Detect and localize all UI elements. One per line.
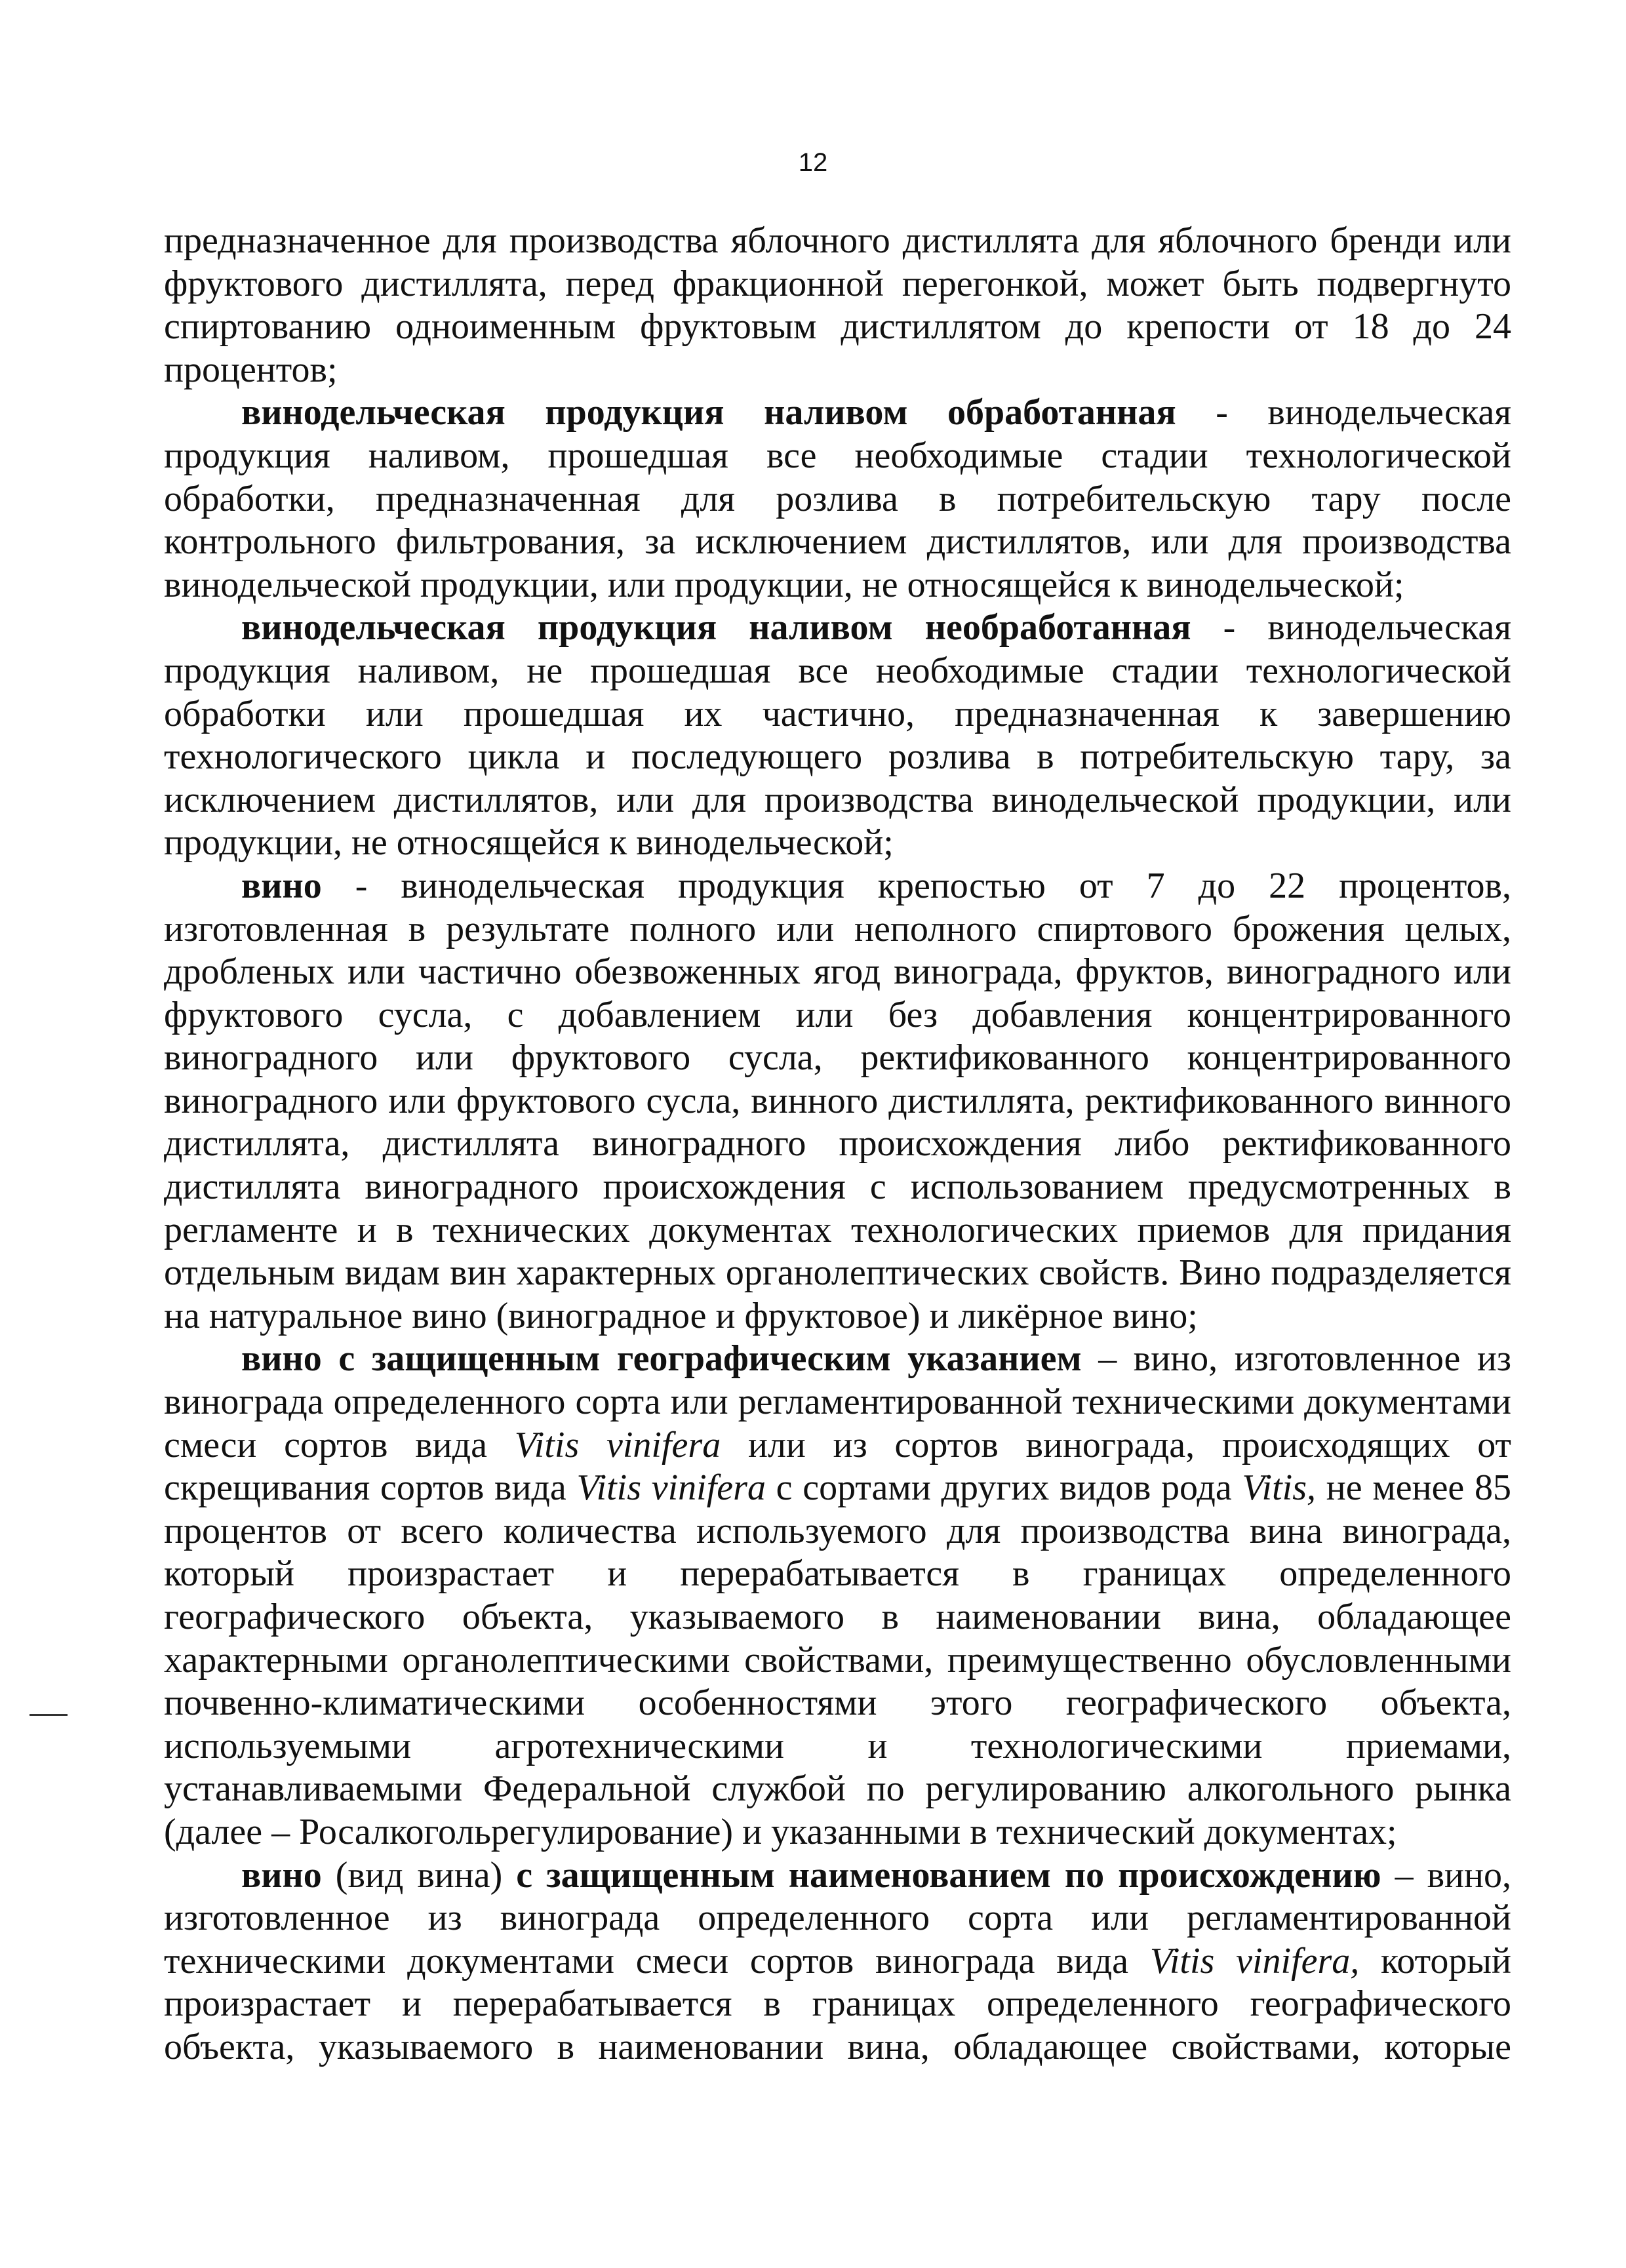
definition-wine-pgi [164, 1338, 1511, 1854]
page-number: 12 [798, 148, 828, 177]
defined-term: с защищенным наименованием по происхождению [516, 1854, 1381, 1896]
definition-text: – вино, изготовленное из винограда определенного сорта или регламентированной техническими документами смеси сортов вида [164, 1338, 1511, 1465]
definition-wine [164, 865, 1511, 1338]
definition-wine-pdo [164, 1854, 1511, 2069]
latin-species-name: Vitis vinifera, [1149, 1940, 1360, 1981]
latin-species-name: Vitis vinifera [576, 1467, 766, 1509]
paragraph-continuation [164, 220, 1511, 391]
definition-text: - винодельческая продукция наливом, прошедшая все необходимые стадии технологической обработки, предназначенная для розлива в потребительскую тару после контрольного фильтрования, за исключением дистиллятов, или для производства винодельческой продукции, или продукции, не относящейся к винодельческой; [164, 392, 1511, 605]
document-body [164, 220, 1511, 2069]
defined-term: вино [241, 865, 322, 906]
defined-term: винодельческая продукция наливом необработанная [241, 607, 1191, 648]
definition-bulk-wine-unprocessed [164, 607, 1511, 865]
latin-genus-name: Vitis, [1242, 1467, 1317, 1509]
definition-text: который произрастает и перерабатывается в границах определенного географического объекта, указываемого в наименовании вина, обладающее свойствами, которые [164, 1940, 1512, 2067]
paragraph-text: предназначенное для производства яблочного дистиллята для яблочного бренди или фруктового дистиллята, перед фракционной перегонкой, может быть подвергнуто спиртованию одноименным фруктовым дистиллятом до крепости от 18 до 24 процентов; [164, 220, 1511, 390]
margin-mark [30, 1714, 68, 1716]
definition-text: или из сортов винограда, происходящих от скрещивания сортов вида [164, 1424, 1512, 1509]
definition-text: - винодельческая продукция наливом, не прошедшая все необходимые стадии технологической обработки или прошедшая их частично, предназначенная к завершению технологического цикла и последующего розлива в потребительскую тару, за исключением дистиллятов, или для производства винодельческой продукции, или продукции, не относящейся к винодельческой; [164, 607, 1511, 864]
definition-text: - винодельческая продукция крепостью от 7 до 22 процентов, изготовленная в результате полного или неполного спиртового брожения целых, дробленых или частично обезвоженных ягод винограда, фруктов, виноградного или фруктового сусла, с добавлением или без добавления концентрированного виноградного или фруктового сусла, ректификованного концентрированного виноградного или фруктового сусла, винного дистиллята, ректификованного винного дистиллята, дистиллята виноградного происхождения либо ректификованного дистиллята виноградного происхождения с использованием предусмотренных в регламенте и в технических документах технологических приемов для придания отдельным видам вин характерных органолептических свойств. Вино подразделяется на натуральное вино (виноградное и фруктовое) и ликёрное вино; [164, 865, 1511, 1336]
definition-text: с сортами других видов рода [765, 1467, 1242, 1509]
latin-species-name: Vitis vinifera [514, 1424, 721, 1465]
defined-term: вино [241, 1854, 322, 1896]
defined-term: винодельческая продукция наливом обработанная [241, 392, 1176, 433]
definition-text: (вид вина) [321, 1854, 517, 1896]
defined-term: вино с защищенным географическим указанием [241, 1338, 1082, 1380]
definition-text: – вино, изготовленное из винограда определенного сорта или регламентированной техническими документами смеси сортов винограда вида [164, 1854, 1511, 1981]
definition-text: не менее 85 процентов от всего количества используемого для производства вина винограда, который произрастает и перерабатывается в границах определенного географического объекта, указываемого в наименовании вина, обладающее характерными органолептическими свойствами, преимущественно обусловленными почвенно-климатическими особенностями этого географического объекта, используемыми агротехническими и технологическими приемами, устанавливаемыми Федеральной службой по регулированию алкогольного рынка (далее – Росалкогольрегулирование) и указанными в технический документах; [164, 1467, 1512, 1852]
definition-bulk-wine-processed [164, 391, 1511, 607]
